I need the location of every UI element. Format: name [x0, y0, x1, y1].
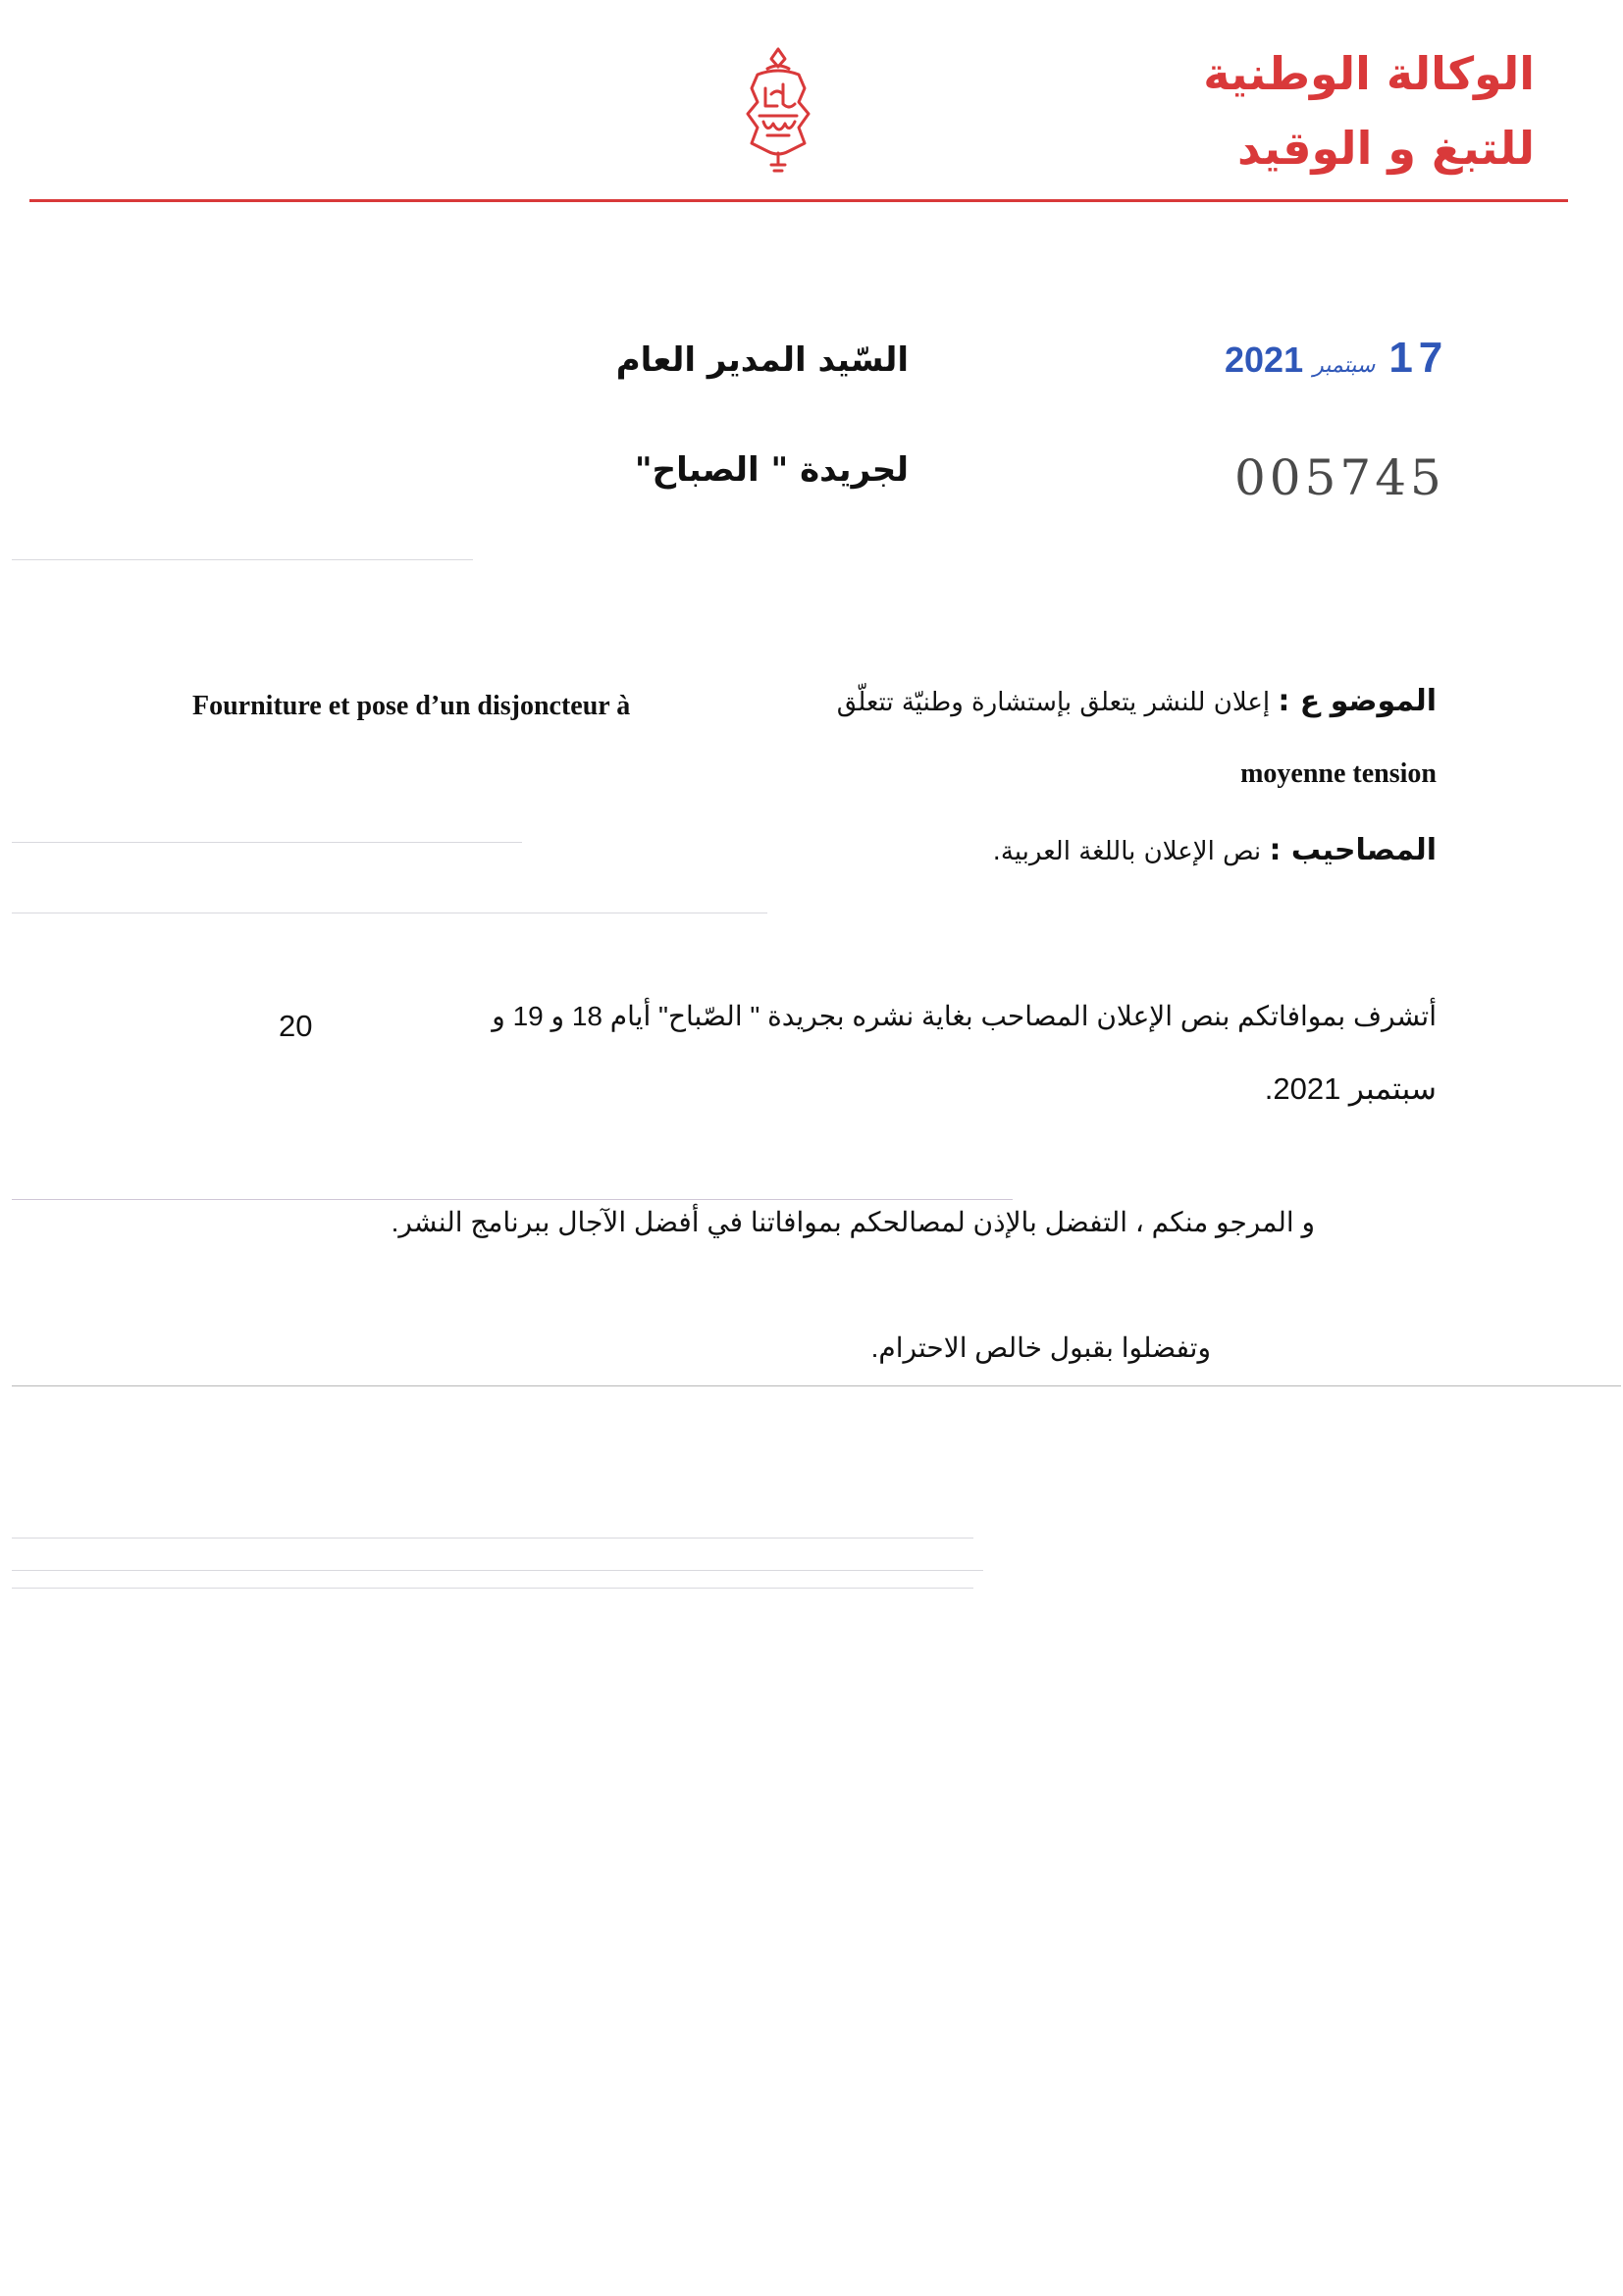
- subject-text-ar: إعلان للنشر يتعلق بإستشارة وطنيّة تتعلّق: [836, 688, 1271, 717]
- date-month: سبتمبر: [1313, 352, 1376, 377]
- date-stamp: [1225, 334, 1449, 382]
- subject-row: [836, 684, 1437, 718]
- body-paragraph2: و المرجو منكم ، التفضل بالإذن لمصالحكم بموافاتنا في أفضل الآجال ببرنامج النشر.: [391, 1207, 1315, 1237]
- organization-name-line1: الوكالة الوطنية: [1203, 47, 1535, 100]
- body-paragraph1-intro: أتشرف بموافاتكم بنص الإعلان المصاحب بغاية نشره بجريدة " الصّباح" أيام 18 و 19 و: [492, 1001, 1437, 1031]
- attachments-text: نص الإعلان باللغة العربية.: [992, 837, 1262, 866]
- scan-line: [12, 1570, 983, 1571]
- reference-number: 005745: [1234, 449, 1445, 506]
- header-divider: [29, 199, 1568, 202]
- addressee-title: السّيد المدير العام: [615, 340, 909, 380]
- page-divider: [12, 1385, 1621, 1386]
- addressee-newspaper: لجريدة " الصباح": [634, 450, 909, 490]
- body-paragraph1-last-word: 20: [279, 1009, 313, 1043]
- scan-line: [12, 559, 473, 560]
- scan-line: [12, 1199, 1013, 1200]
- subject-label: الموضو ع :: [1278, 684, 1437, 718]
- scan-line: [12, 1588, 973, 1589]
- closing-salutation: وتفضلوا بقبول خالص الاحترام.: [870, 1332, 1211, 1363]
- subject-text-fr-line1: Fourniture et pose d’un disjoncteur à: [192, 691, 631, 721]
- subject-text-fr-line2: moyenne tension: [1240, 758, 1437, 789]
- calligraphic-emblem-icon: [728, 45, 828, 179]
- body-paragraph1-line2: سبتمبر 2021.: [1264, 1071, 1437, 1106]
- date-day: 17: [1388, 334, 1449, 382]
- scan-line: [12, 1538, 973, 1539]
- date-year: 2021: [1225, 339, 1304, 380]
- scan-line: [12, 842, 522, 843]
- organization-name-line2: للتبغ و الوقيد: [1237, 122, 1535, 175]
- attachments-label: المصاحيب :: [1269, 833, 1437, 867]
- attachments-row: [992, 833, 1437, 867]
